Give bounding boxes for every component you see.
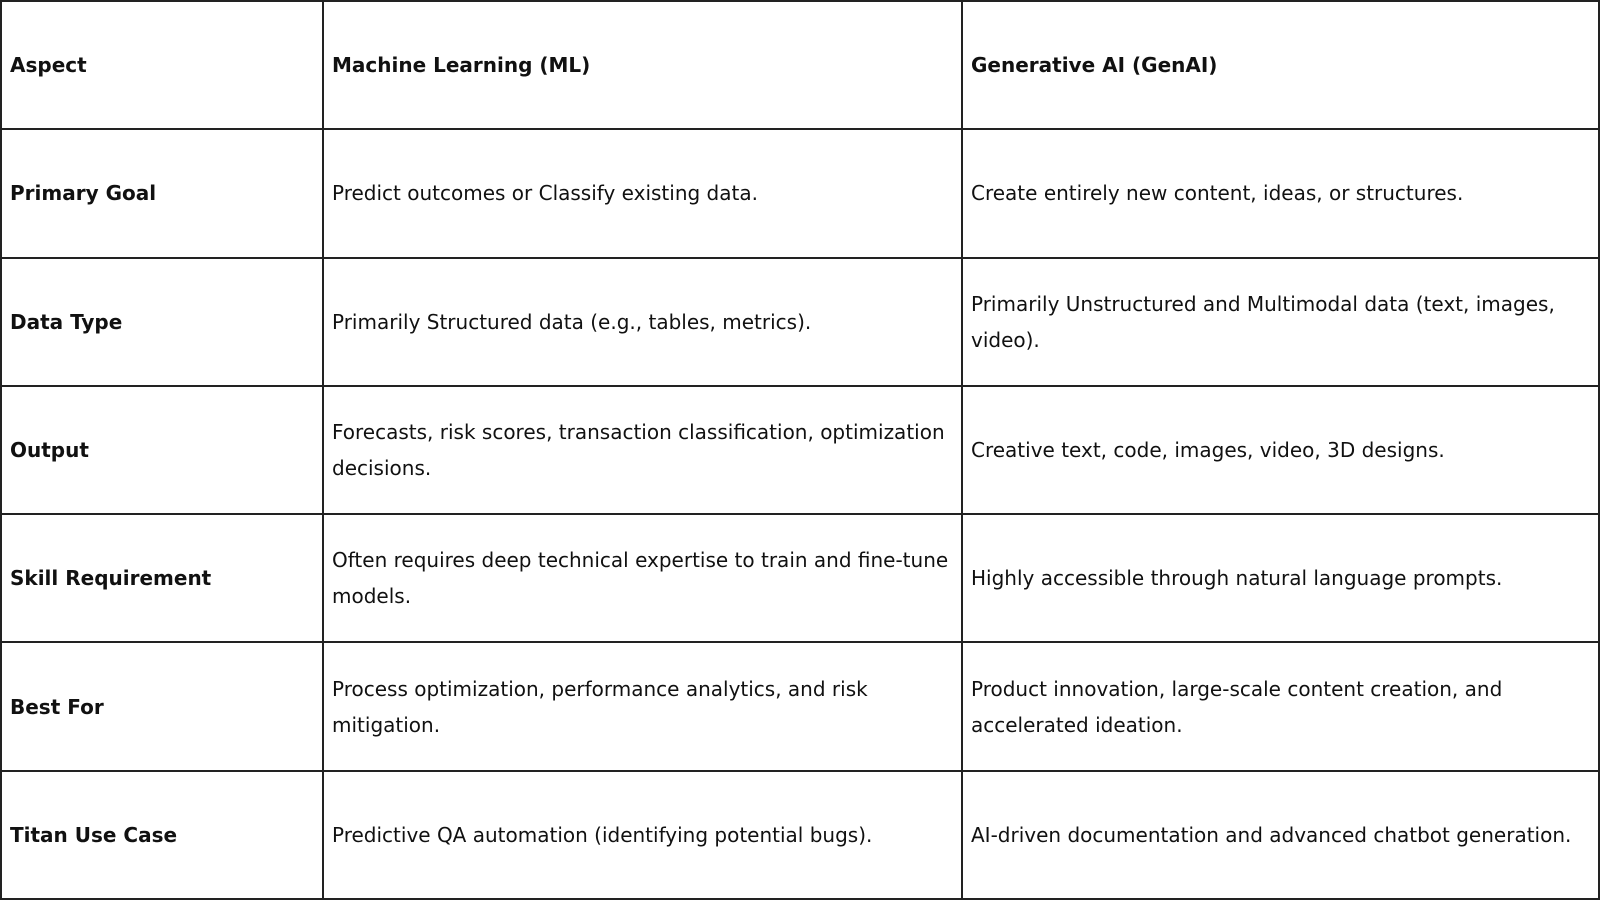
ml-cell: Often requires deep technical expertise to train and fine-tune models. xyxy=(323,514,962,642)
genai-cell: Product innovation, large-scale content creation, and accelerated ideation. xyxy=(962,642,1599,770)
table-row xyxy=(1,386,1599,514)
header-aspect: Aspect xyxy=(1,1,323,129)
genai-cell: Primarily Unstructured and Multimodal data (text, images, video). xyxy=(962,258,1599,386)
ml-cell: Process optimization, performance analytics, and risk mitigation. xyxy=(323,642,962,770)
ml-cell: Forecasts, risk scores, transaction classification, optimization decisions. xyxy=(323,386,962,514)
genai-cell: Highly accessible through natural language prompts. xyxy=(962,514,1599,642)
ml-cell: Primarily Structured data (e.g., tables, metrics). xyxy=(323,258,962,386)
table-row xyxy=(1,771,1599,899)
aspect-cell: Best For xyxy=(1,642,323,770)
aspect-cell: Skill Requirement xyxy=(1,514,323,642)
aspect-cell: Titan Use Case xyxy=(1,771,323,899)
header-ml: Machine Learning (ML) xyxy=(323,1,962,129)
table-row xyxy=(1,129,1599,257)
ml-cell: Predict outcomes or Classify existing data. xyxy=(323,129,962,257)
genai-cell: Creative text, code, images, video, 3D designs. xyxy=(962,386,1599,514)
genai-cell: Create entirely new content, ideas, or structures. xyxy=(962,129,1599,257)
aspect-cell: Data Type xyxy=(1,258,323,386)
aspect-cell: Primary Goal xyxy=(1,129,323,257)
ml-cell: Predictive QA automation (identifying potential bugs). xyxy=(323,771,962,899)
table-row xyxy=(1,642,1599,770)
table-header-row xyxy=(1,1,1599,129)
header-genai: Generative AI (GenAI) xyxy=(962,1,1599,129)
genai-cell: AI-driven documentation and advanced chatbot generation. xyxy=(962,771,1599,899)
aspect-cell: Output xyxy=(1,386,323,514)
table-row xyxy=(1,514,1599,642)
table-row xyxy=(1,258,1599,386)
